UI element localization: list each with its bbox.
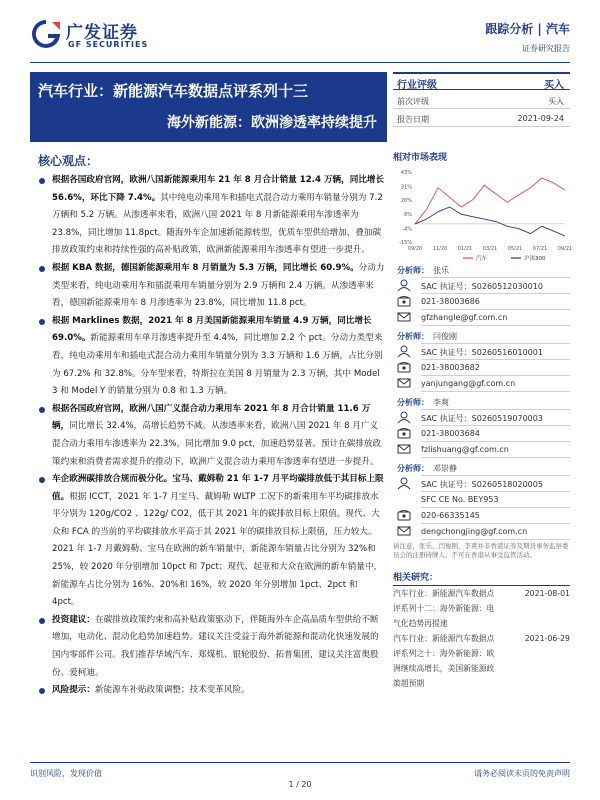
- analyst-phone: 021-38003686: [421, 297, 480, 306]
- related-item-text: 汽车行业：新能源汽车数据点: [393, 634, 495, 643]
- x-tick-label: 09/21: [557, 246, 573, 252]
- analyst-name: 张乐: [433, 266, 449, 275]
- analyst-phone: 021-38003684: [421, 429, 480, 438]
- report-sub: 证券研究报告: [522, 44, 570, 53]
- rating-header: [393, 72, 570, 90]
- analyst-email-row: [393, 524, 570, 540]
- brand-logo: [30, 18, 180, 58]
- brand-name-cn: 广发证券: [66, 23, 138, 43]
- report-subtitle: 海外新能源：欧洲渗透率持续提升: [167, 115, 377, 131]
- core-bullet: [38, 260, 385, 313]
- prev-rating-row: [393, 92, 570, 109]
- analyst-label: 分析师：: [397, 332, 429, 341]
- report-date-value: 2021-09-24: [517, 114, 564, 123]
- page-number: 1 / 20: [288, 780, 312, 789]
- analyst-row-divider: [421, 457, 570, 458]
- phone-icon: [397, 509, 411, 521]
- user-icon: [397, 279, 411, 291]
- gf-logo-icon: [30, 18, 62, 50]
- market-title: 相对市场表现: [393, 153, 448, 163]
- bullet-text: 分动力类型来看，纯电动乘用车和插混乘用车销量分别为 2.9 万辆和 2.4 万辆。从渗透率来看，德国新能源乘用车 8 月渗透率为 23.8%，同比增加 11.8 pct。: [52, 262, 385, 309]
- related-item-text: 汽车行业：新能源汽车数据点: [393, 589, 495, 598]
- related-item[interactable]: [393, 586, 570, 601]
- report-type-block: [485, 20, 570, 54]
- analyst-email-row: [393, 376, 570, 392]
- analyst-phone: 021-38003682: [421, 363, 480, 372]
- mail-icon: [397, 311, 411, 323]
- related-item[interactable]: [393, 601, 570, 616]
- report-type: 跟踪分析 | 汽车: [485, 22, 570, 36]
- relative-performance-chart: [393, 166, 573, 262]
- report-date-row: [393, 110, 570, 127]
- bullet-lead: 根据各国政府官网，欧洲八国新能源乘用车 21 年 8 月合计销量 12.4 万辆，同比增长 56.6%，环比下降 7.4%。: [52, 175, 385, 203]
- report-title: 汽车行业：新能源汽车数据点评系列十三: [38, 82, 309, 100]
- brand-name-en: GF SECURITIES: [68, 40, 149, 49]
- analyst-sfc: SFC CE No. BEY953: [421, 495, 499, 504]
- core-bullet: [38, 401, 385, 471]
- analyst-sfc-row: [393, 492, 570, 508]
- bullet-dot-icon: [39, 618, 45, 624]
- analyst-email[interactable]: dengchongjing@gf.com.cn: [421, 527, 528, 536]
- analyst-name-row: [393, 262, 570, 278]
- core-bullet: [38, 172, 385, 260]
- related-list: [393, 586, 570, 691]
- bullet-text: 根据 ICCT，2021 年 1-7 月宝马、戴姆勒 WLTP 工况下的新乘用车平均碳排放水平分别为 120g/CO2 、122g/ CO2，低于其 2021 年的碳排放目标上限值。现代、大众和 FCA 的当前的平均碳排放水平高于其 2021 年的碳排放目标上限值，压力较大。2021 年 1-7 月戴姆勒、宝马在欧洲的新车销量中，新能源车销量占比分别为 32%和 25%，较 2020 年分别增加 10pct 和 7pct；现代、起亚和大众在欧洲的新车销量中，新能源车占比分别为 16%、20%和 16%，较 2020 年分别增加 1pct、2pct 和 4pct。: [52, 491, 383, 608]
- core-bullet: [38, 682, 385, 700]
- analyst-label: 分析师：: [397, 266, 429, 275]
- analyst-label: 分析师：: [397, 464, 429, 473]
- bullet-lead: 根据 KBA 数据，德国新能源乘用车 8 月销量为 5.3 万辆，同比增长 60.9%。: [52, 262, 359, 273]
- footer-divider: [30, 762, 570, 763]
- bullet-text: 新能源乘用车单月渗透率提升至 4.4%，同比增加 2.2 个 pct。分动力类型来看，纯电动乘用车和插电式混合动力乘用车销量分别为 3.3 万辆和 1.6 万辆，占比分别为 67.2% 和 32.8%。分车型来看，特斯拉在美国 8 月销量为 2.3 万辆，其中 Model 3 和 Model Y 的销量分别为 0.8 和 1.3 万辆。: [52, 333, 383, 397]
- analyst-sac-row: [393, 278, 570, 294]
- bullet-dot-icon: [39, 319, 45, 325]
- analyst-phone: 020-66335145: [421, 511, 480, 520]
- bullet-text: 在碳排放政策约束和高补贴政策驱动下，伴随海外车企高品质车型供给不断增加，电动化、混动化趋势加速趋势。建议关注受益于海外新能源和混动化快速发展的国内零部件公司。我们推荐华域汽车、郑煤机、银轮股份、拓普集团，建议关注富奥股份、爱柯迪。: [52, 614, 379, 678]
- related-item[interactable]: [393, 676, 570, 691]
- analyst-email[interactable]: yanjungang@gf.com.cn: [421, 379, 516, 388]
- analyst-sac: SAC 执证号：S0260518020005: [421, 480, 543, 489]
- phone-icon: [397, 361, 411, 373]
- bullet-dot-icon: [39, 688, 45, 694]
- y-tick-label: 43%: [400, 170, 412, 176]
- related-item-date: 2021-08-01: [524, 589, 570, 598]
- analyst-row-divider: [421, 391, 570, 392]
- user-icon: [397, 477, 411, 489]
- report-header: [30, 14, 570, 58]
- phone-icon: [397, 295, 411, 307]
- bullet-dot-icon: [39, 266, 45, 272]
- analyst-email[interactable]: fzlishuang@gf.com.cn: [421, 445, 509, 454]
- series-line-hs300: [415, 207, 565, 236]
- rating-box: [393, 72, 570, 144]
- header-divider: [30, 62, 570, 63]
- mail-icon: [397, 525, 411, 537]
- related-item-text: 策超预期: [393, 679, 425, 688]
- analyst-sac: SAC 执证号：S0260519070003: [421, 414, 543, 423]
- rating-value: 买入: [544, 80, 564, 91]
- related-item[interactable]: [393, 616, 570, 631]
- bullet-lead: 根据各国政府官网，欧洲八国广义混合动力乘用车 2021 年 8 月合计销量 11.6 万辆，: [52, 403, 371, 432]
- core-bullet: [38, 471, 385, 612]
- related-item-text: 洲继续高增长，美国新能源政: [393, 664, 495, 673]
- core-bullet: [38, 612, 385, 682]
- bullet-dot-icon: [39, 178, 45, 184]
- analyst-email-row: [393, 442, 570, 458]
- analyst-phone-row: [393, 426, 570, 442]
- analyst-name: 李爽: [433, 398, 449, 407]
- related-item-text: 评系列之十：海外新能源：欧: [393, 649, 495, 658]
- legend-label: 沪深300: [524, 256, 546, 262]
- bullet-text: 其中纯电动乘用车和插电式混合动力乘用车销量分别为 7.2 万辆和 5.2 万辆。从渗透率来看，欧洲八国 2021 年 8 月新能源乘用车渗透率为 23.8%，同比增加 11.8pct。随海外车企加速新能源转型，优质车型供给增加，叠加碳排放政策约束和持续性强的高补贴政策，欧洲新能源乘用车渗透率有望进一步提升。: [52, 192, 383, 256]
- bullet-lead: 车企欧洲碳排放合规而极分化。宝马、戴姆勒 21 年 1-7 月平均碳排放低于其目标上限值。: [52, 474, 384, 502]
- core-bullets: [38, 172, 385, 700]
- analyst-sac: SAC 执证号：S0260516010001: [421, 348, 543, 357]
- y-tick-label: -15%: [399, 240, 412, 246]
- mail-icon: [397, 443, 411, 455]
- footer-slogan: 识别风险，发现价值: [30, 769, 102, 778]
- analyst-sac-row: [393, 344, 570, 360]
- analyst-name-row: [393, 394, 570, 410]
- analyst-email[interactable]: gfzhangle@gf.com.cn: [421, 313, 508, 322]
- related-item-text: 气化趋势再提速: [393, 619, 448, 628]
- related-item[interactable]: [393, 631, 570, 646]
- analyst-name: 邓崇静: [433, 464, 457, 473]
- related-item[interactable]: [393, 661, 570, 676]
- x-tick-label: 09/20: [407, 246, 423, 252]
- title-banner: [30, 72, 387, 142]
- user-icon: [397, 411, 411, 423]
- rating-label: 行业评级: [397, 80, 437, 91]
- related-item-text: 评系列十二：海外新能源：电: [393, 604, 495, 613]
- license-disclaimer: 请注意，张乐、闫俊刚、李爽并非香港证券及期货事务监察委员会的注册持牌人，不可在香港从事受监管活动。: [393, 542, 569, 559]
- series-line-auto: [415, 178, 565, 224]
- analyst-sac-row: [393, 410, 570, 426]
- y-tick-label: 8%: [404, 212, 412, 219]
- phone-icon: [397, 427, 411, 439]
- bullet-lead: 风险提示：: [52, 685, 95, 696]
- x-tick-label: 07/21: [532, 246, 548, 252]
- x-tick-label: 03/21: [482, 246, 498, 252]
- analyst-email-row: [393, 310, 570, 326]
- bullet-dot-icon: [39, 407, 45, 413]
- x-tick-label: 05/21: [507, 246, 523, 252]
- core-title: 核心观点：: [38, 154, 99, 168]
- analyst-row-divider: [421, 539, 570, 540]
- analyst-list: [393, 262, 570, 542]
- related-item[interactable]: [393, 646, 570, 661]
- core-bullet: [38, 313, 385, 401]
- analyst-name: 闫俊刚: [433, 332, 457, 341]
- related-title: 相关研究：: [393, 570, 570, 586]
- mail-icon: [397, 377, 411, 389]
- analyst-phone-row: [393, 294, 570, 310]
- bullet-dot-icon: [39, 477, 45, 483]
- bullet-text: 新能源车补贴政策调整；技术变革风险。: [94, 685, 250, 696]
- y-tick-label: -4%: [402, 226, 412, 233]
- bullet-lead: 根据 Marklines 数据，2021 年 8 月美国新能源乘用车销量 4.9 万辆，同比增长 69.0%。: [52, 315, 372, 344]
- user-icon: [397, 345, 411, 357]
- footer-disclaimer: 请务必阅读末页的免责声明: [474, 769, 570, 778]
- bullet-lead: 投资建议：: [52, 614, 95, 625]
- report-date-label: 报告日期: [397, 115, 429, 124]
- x-tick-label: 11/20: [432, 246, 448, 252]
- related-item-date: 2021-06-29: [524, 634, 570, 643]
- prev-rating-label: 前次评级: [397, 97, 429, 106]
- analyst-row-divider: [421, 325, 570, 326]
- analyst-phone-row: [393, 508, 570, 524]
- analyst-label: 分析师：: [397, 398, 429, 407]
- bullet-text: 同比增长 32.4%，高增长趋势不减。从渗透率来看，欧洲八国 2021 年 8 月广义混合动力乘用车渗透率为 22.3%，同比增加 9.0 pct，加速趋势显著。预计在碳排放政策约束和消费者需求提升的推动下，欧洲广义混合动力乘用车渗透率有望进一步提升。: [52, 421, 382, 467]
- prev-rating-value: 买入: [548, 97, 564, 106]
- analyst-phone-row: [393, 360, 570, 376]
- analyst-sac: SAC 执证号：S0260512030010: [421, 282, 543, 291]
- legend-label: 汽车: [476, 256, 488, 262]
- analyst-name-row: [393, 460, 570, 476]
- y-tick-label: 31%: [400, 184, 412, 191]
- y-tick-label: 20%: [400, 197, 412, 204]
- x-tick-label: 01/21: [457, 246, 473, 252]
- analyst-sac-row: [393, 476, 570, 492]
- analyst-name-row: [393, 328, 570, 344]
